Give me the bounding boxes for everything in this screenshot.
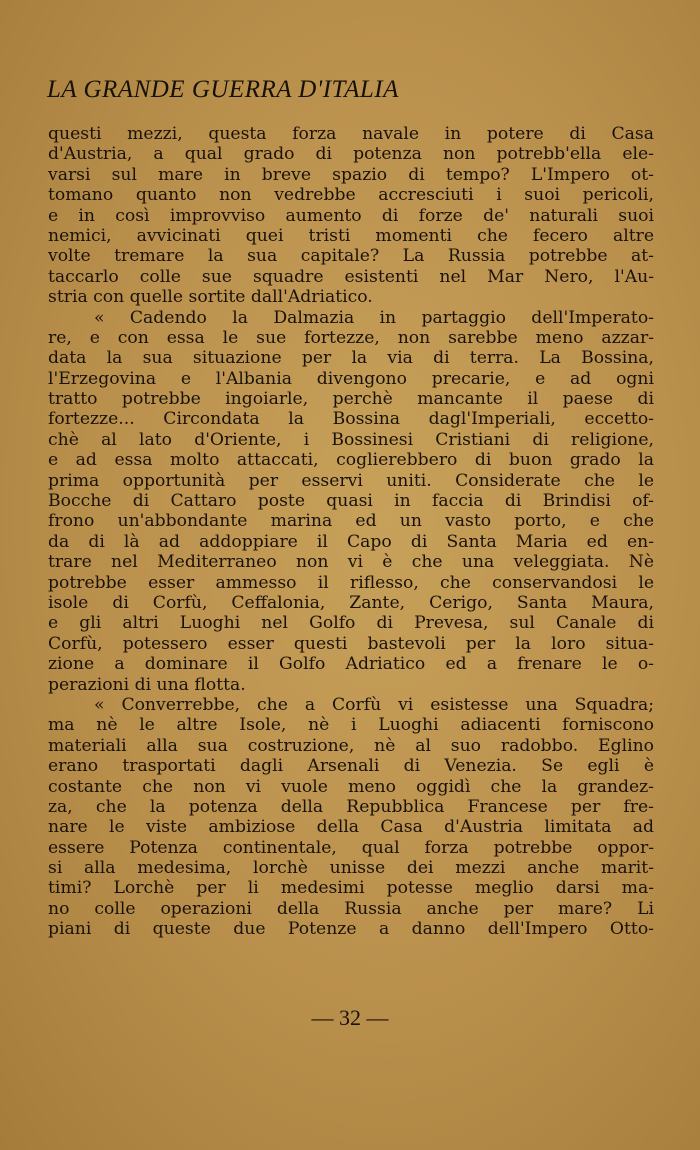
paragraph-end-line: perazioni di una flotta. xyxy=(48,674,246,695)
text-line: questi mezzi, questa forza navale in potere di Casa xyxy=(48,124,654,144)
text-line: isole di Corfù, Ceffalonia, Zante, Cerigo, Santa Maura, xyxy=(48,592,654,613)
text-line: e ad essa molto attaccati, coglierebbero di buon grado la xyxy=(48,450,654,471)
text-line: taccarlo colle sue squadre esistenti nel Mar Nero, l'Au- xyxy=(48,266,654,287)
text-line: costante che non vi vuole meno oggidì che la grandez- xyxy=(48,776,654,797)
text-line: tratto potrebbe ingoiarle, perchè mancante il paese di xyxy=(48,389,654,410)
paragraph-start-line: « Converrebbe, che a Corfù vi esistesse una Squadra; xyxy=(94,694,654,715)
text-line: trare nel Mediterraneo non vi è che una veleggiata. Nè xyxy=(48,552,654,573)
paragraph-start-line: « Cadendo la Dalmazia in partaggio dell'Imperato- xyxy=(94,307,654,328)
paragraph-end-line: stria con quelle sortite dall'Adriatico. xyxy=(48,287,373,308)
text-line: l'Erzegovina e l'Albania divengono precarie, e ad ogni xyxy=(48,368,654,389)
text-line: fortezze... Circondata la Bossina dagl'Imperiali, eccetto- xyxy=(48,409,654,430)
text-line: timi? Lorchè per li medesimi potesse meglio darsi ma- xyxy=(48,878,654,899)
text-line: varsi sul mare in breve spazio di tempo? L'Impero ot- xyxy=(48,164,654,185)
text-line: zione a dominare il Golfo Adriatico ed a frenare le o- xyxy=(48,654,654,675)
page-number: — 32 — xyxy=(311,1005,389,1030)
text-line: essere Potenza continentale, qual forza potrebbe oppor- xyxy=(48,837,654,858)
text-line: prima opportunità per esservi uniti. Considerate che le xyxy=(48,470,654,491)
text-line: materiali alla sua costruzione, nè al suo radobbo. Eglino xyxy=(48,735,654,756)
text-line: da di là ad addoppiare il Capo di Santa Maria ed en- xyxy=(48,531,654,552)
text-line: re, e con essa le sue fortezze, non sarebbe meno azzar- xyxy=(48,327,654,348)
body-text xyxy=(48,124,654,940)
text-line: no colle operazioni della Russia anche per mare? Li xyxy=(48,898,654,919)
text-line: Bocche di Cattaro poste quasi in faccia di Brindisi of- xyxy=(48,491,654,512)
text-line: piani di queste due Potenze a danno dell'Impero Otto- xyxy=(48,919,654,940)
text-line: d'Austria, a qual grado di potenza non potrebb'ella ele- xyxy=(48,144,654,165)
text-line: nemici, avvicinati quei tristi momenti che fecero altre xyxy=(48,225,654,246)
text-line: e in così improvviso aumento di forze de' naturali suoi xyxy=(48,205,654,226)
text-line: frono un'abbondante marina ed un vasto porto, e che xyxy=(48,511,654,532)
running-title: LA GRANDE GUERRA D'ITALIA xyxy=(47,76,399,103)
text-line: za, che la potenza della Repubblica Francese per fre- xyxy=(48,796,654,817)
text-line: erano trasportati dagli Arsenali di Venezia. Se egli è xyxy=(48,756,654,777)
text-line: data la sua situazione per la via di terra. La Bossina, xyxy=(48,348,654,369)
text-line: si alla medesima, lorchè unisse dei mezzi anche marit- xyxy=(48,858,654,879)
text-line: potrebbe esser ammesso il riflesso, che conservandosi le xyxy=(48,572,654,593)
text-line: ma nè le altre Isole, nè i Luoghi adiacenti forniscono xyxy=(48,715,654,736)
text-line: Corfù, potessero esser questi bastevoli per la loro situa- xyxy=(48,633,654,654)
text-line: volte tremare la sua capitale? La Russia potrebbe at- xyxy=(48,246,654,267)
text-line: e gli altri Luoghi nel Golfo di Prevesa, sul Canale di xyxy=(48,613,654,634)
text-line: chè al lato d'Oriente, i Bossinesi Cristiani di religione, xyxy=(48,429,654,450)
text-line: tomano quanto non vedrebbe accresciuti i suoi pericoli, xyxy=(48,185,654,206)
text-line: nare le viste ambiziose della Casa d'Austria limitata ad xyxy=(48,817,654,838)
